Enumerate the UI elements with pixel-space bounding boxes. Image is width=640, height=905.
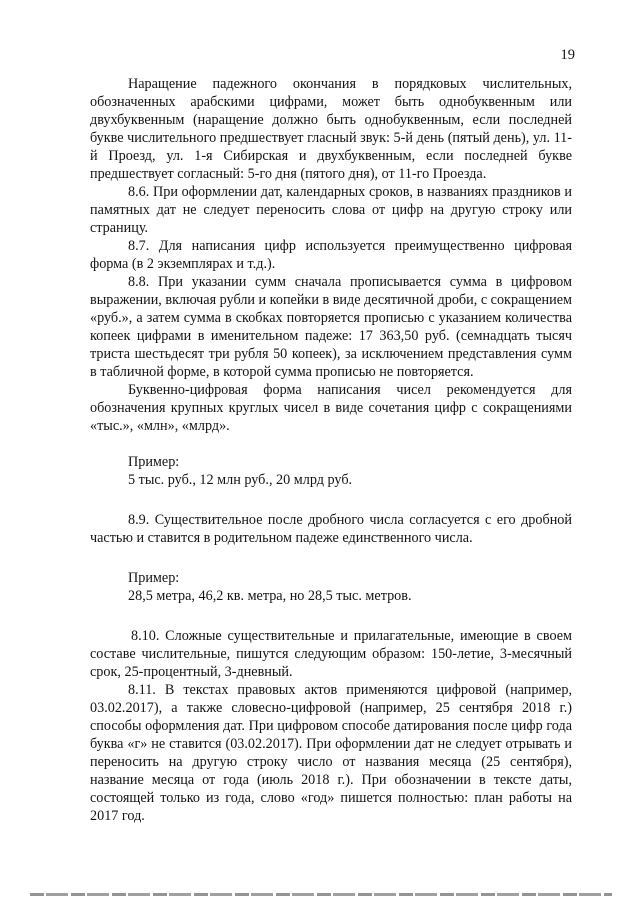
example-text: 5 тыс. руб., 12 млн руб., 20 млрд руб. (128, 472, 353, 488)
document-body (90, 75, 572, 825)
paragraph-8-6: 8.6. При оформлении дат, календарных сроков, в названиях праздников и памятных дат не следует переносить слова от цифр на другую строку или страницу. (90, 184, 572, 236)
example-text: 28,5 метра, 46,2 кв. метра, но 28,5 тыс. метров. (128, 588, 412, 604)
paragraph-letter-digit-form: Буквенно-цифровая форма написания чисел рекомендуется для обозначения крупных круглых чисел в виде сочетания цифр с сокращениями «тыс.», «млн», «млрд». (90, 382, 572, 434)
paragraph-8-9: 8.9. Существительное после дробного числа согласуется с его дробной частью и ставится в родительном падеже единственного числа. (90, 512, 572, 546)
scan-edge-artifact (30, 893, 612, 896)
paragraph-ordinal-suffix: Наращение падежного окончания в порядковых числительных, обозначенных арабскими цифрами, может быть однобуквенным или двухбуквенным (наращение должно быть однобуквенным, если последней букве числительного предшествует гласный звук: 5-й день (пятый день), ул. 11-й Проезд, ул. 1-я Сибирская и двухбуквенным, если последней букве предшествует согласный: 5-го дня (пятого дня), от 11-го Проезда. (90, 76, 572, 182)
example-label: Пример: (128, 454, 180, 470)
paragraph-8-7: 8.7. Для написания цифр используется преимущественно цифровая форма (в 2 экземплярах и т.д.). (90, 238, 572, 272)
page-number: 19 (560, 47, 575, 63)
paragraph-8-10: 8.10. Сложные существительные и прилагательные, имеющие в своем составе числительные, пишутся следующим образом: 150-летие, 3-месячный срок, 25-процентный, 3-дневный. (90, 628, 572, 680)
paragraph-8-11: 8.11. В текстах правовых актов применяются цифровой (например, 03.02.2017), а также словесно-цифровой (например, 25 сентября 2018 г.) способы оформления дат. При цифровом способе датирования после цифр года буква «г» не ставится (03.02.2017). При оформлении дат не следует отрывать и переносить на другую строку число от названия месяца (25 сентября), название месяца от года (июль 2018 г.). При обозначении в тексте даты, состоящей только из года, слово «год» пишется полностью: план работы на 2017 год. (90, 682, 572, 824)
example-label: Пример: (128, 570, 180, 586)
paragraph-8-8: 8.8. При указании сумм сначала прописывается сумма в цифровом выражении, включая рубли и копейки в виде десятичной дроби, с сокращением «руб.», а затем сумма в скобках повторяется прописью с указанием количества копеек цифрами в именительном падеже: 17 363,50 руб. (семнадцать тысяч триста шестьдесят три рубля 50 копеек), за исключением представления сумм в табличной форме, в которой сумма прописью не повторяется. (90, 274, 573, 380)
